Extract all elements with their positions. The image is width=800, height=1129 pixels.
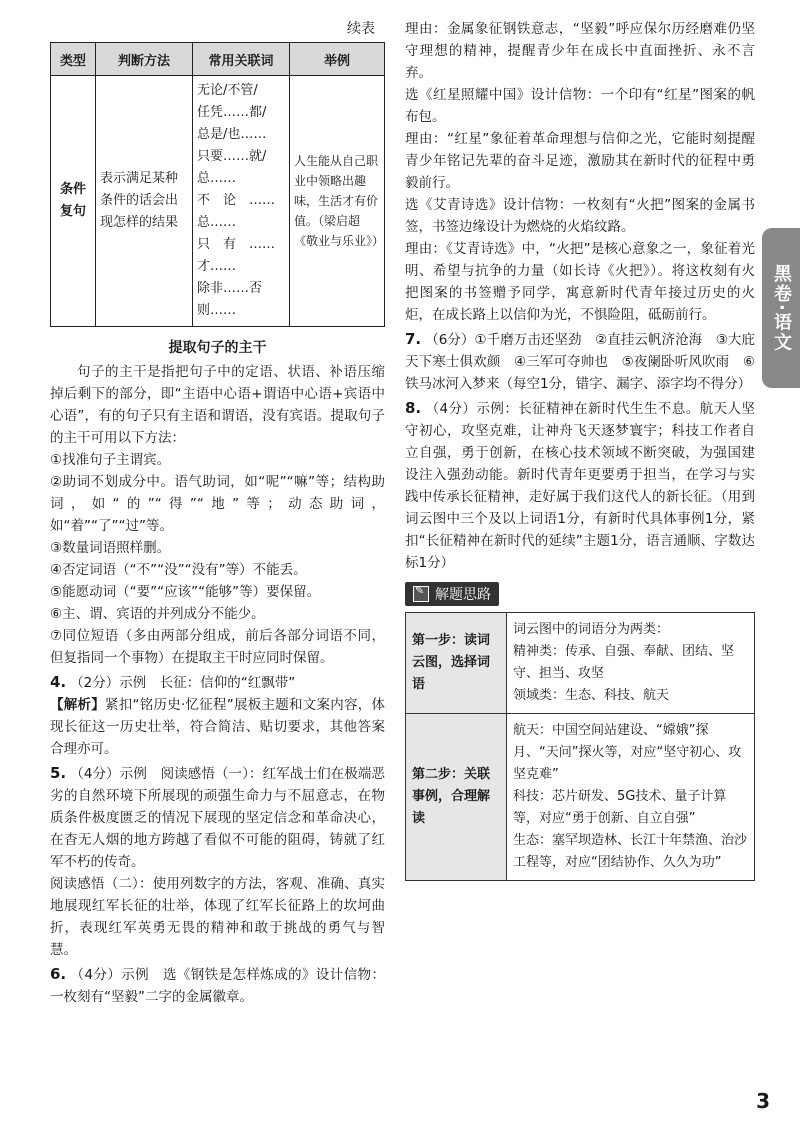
question-4: [50, 671, 385, 760]
section-title: 提取句子的主干: [168, 340, 267, 356]
answer-text: 选《艾青诗选》设计信物：一枚刻有“火把”图案的金属书签，书签边缘设计为燃烧的火焰纹路。: [405, 197, 755, 235]
question-number: 5.: [50, 764, 67, 782]
page-number: 3: [756, 1089, 770, 1113]
method-item: ⑦同位短语（多由两部分组成，前后各部分词语不同，但复指同一个事物）在提取主干时应同时保留。: [50, 628, 385, 666]
step-line: 领域类：生态、科技、航天: [513, 688, 670, 703]
question-number: 6.: [50, 965, 67, 983]
answer-text: 阅读感悟（二）：使用列数字的方法，客观、准确、真实地展现红军长征的壮举，体现了红军长征路上的坎坷曲折，表现红军英勇无畏的精神和敢于挑战的勇气与智慧。: [50, 876, 385, 958]
solution-table: [405, 612, 755, 881]
answer-text: 理由：金属象征钢铁意志，“坚毅”呼应保尔历经磨难仍坚守理想的精神，提醒青少年在成长中直面挫折、永不言弃。: [405, 21, 755, 81]
step-label: 第一步：读词云图，选择词语: [406, 613, 507, 714]
word-line: 总……: [197, 215, 237, 230]
question-5: [50, 762, 385, 961]
answer-text: （6分）①千磨万击还坚劲 ②直挂云帆济沧海 ③大庇天下寒士俱欢颜 ④三军可夺帅也 ⑤夜阑卧听风吹雨 ⑥铁马冰河入梦来（每空1分，错字、漏字、添字均不得分）: [405, 332, 755, 392]
analysis-tag: 【解析】: [50, 697, 105, 713]
word-line: 只要……就/: [197, 149, 267, 164]
conjunction-table: [50, 42, 385, 327]
method-item: ②助词不划成分中。语气助词，如“呢”“嘛”等；结构助词，如“的”“得”“地”等；动态助词，如“着”“了”“过”等。: [50, 474, 385, 534]
step-line: 词云图中的词语分为两类：: [513, 622, 670, 637]
question-6: [50, 963, 385, 1008]
word-line: 总……: [197, 171, 237, 186]
question-number: 7.: [405, 330, 422, 348]
question-8: [405, 397, 755, 574]
table-row: [406, 714, 755, 881]
step-line: 精神类：传承、自强、奉献、团结、坚守、担当、攻坚: [513, 644, 735, 681]
step-content: [507, 714, 755, 881]
step-line: 航天：中国空间站建设、“嫦娥”探月、“天问”探火等，对应“坚守初心、攻坚克难”: [513, 723, 742, 782]
answer-text: 理由：《艾青诗选》中，“火把”是核心意象之一，象征着光明、希望与抗争的力量（如长诗《火把》）。将这枚刻有火把图案的书签赠予同学，寓意新时代青年接过历史的火炬，在成长路上以信仰为光，不惧险阻，砥砺前行。: [405, 241, 755, 323]
answer-text: （2分）示例 长征：信仰的“红飘带”: [70, 675, 296, 691]
word-line: 无论/不管/: [197, 83, 258, 98]
word-line: 只 有 ……: [197, 237, 276, 252]
question-number: 4.: [50, 673, 67, 691]
cell-words: [193, 76, 290, 327]
solution-heading-label: 解题思路: [435, 587, 491, 603]
solution-heading: [405, 582, 499, 606]
step-line: 生态：塞罕坝造林、长江十年禁渔、治沙工程等，对应“团结协作、久久为功”: [513, 833, 748, 870]
answer-text: 理由：“红星”象征着革命理想与信仰之光，它能时刻提醒青少年铭记先辈的奋斗足迹，激励其在新时代的征程中勇毅前行。: [405, 131, 755, 191]
analysis-text: 紧扣“铭历史·忆征程”展板主题和文案内容，体现长征这一历史壮举，符合简洁、贴切要求，其他答案合理亦可。: [50, 697, 386, 757]
header-words: 常用关联词: [193, 43, 290, 76]
word-line: 除非……否: [197, 281, 263, 296]
answer-text: （4分）示例：长征精神在新时代生生不息。航天人坚守初心，攻坚克难，让神舟飞天逐梦寰宇；科技工作者自立自强，勇于创新，在核心技术领域不断突破，为强国建设注入强劲动能。新时代青年更要勇于担当，在学习与实践中传承长征精神，走好属于我们这代人的新长征。（用到词云图中三个及以上词语1分，有新时代具体事例1分，紧扣“长征精神在新时代的延续”主题1分，语言通顺、字数达标1分）: [405, 401, 755, 571]
step-content: [507, 613, 755, 714]
left-column: [50, 18, 385, 1008]
step-label: 第二步：关联事例，合理解读: [406, 714, 507, 881]
word-line: 总是/也……: [197, 127, 267, 142]
question-number: 8.: [405, 399, 422, 417]
method-item: ③数量词语照样删。: [50, 540, 171, 556]
header-method: 判断方法: [96, 43, 193, 76]
side-tab: 黑卷·语文: [762, 228, 800, 388]
cell-method: 表示满足某种条件的话会出现怎样的结果: [96, 76, 193, 327]
right-column: [405, 18, 755, 881]
step-line: 科技：芯片研发、5G技术、量子计算等，对应“勇于创新、自立自强”: [513, 789, 727, 826]
method-item: ⑤能愿动词（“要”“应该”“能够”等）要保留。: [50, 584, 321, 600]
answer-text: （4分）示例 选《钢铁是怎样炼成的》设计信物：一枚刻有“坚毅”二字的金属徽章。: [50, 967, 385, 1005]
pencil-icon: [413, 586, 429, 602]
header-example: 举例: [290, 43, 385, 76]
word-line: 才……: [197, 259, 237, 274]
answer-text: 选《红星照耀中国》设计信物：一个印有“红星”图案的帆布包。: [405, 87, 755, 125]
cell-example: 人生能从自己职业中领略出趣味，生活才有价值。（梁启超《敬业与乐业》）: [290, 76, 385, 327]
answer-text: （4分）示例 阅读感悟（一）：红军战士们在极端恶劣的自然环境下所展现的顽强生命力与不屈意志，在物质条件极度匮乏的情况下展现的坚定信念和革命决心，在杳无人烟的地方跨越了看似不可能的阻碍，铸就了红军不朽的传奇。: [50, 766, 385, 870]
method-item: ①找准句子主谓宾。: [50, 452, 171, 468]
method-item: ④否定词语（“不”“没”“没有”等）不能丢。: [50, 562, 307, 578]
word-line: 则……: [197, 303, 237, 318]
section-intro: 句子的主干是指把句子中的定语、状语、补语压缩掉后剩下的部分，即“主语中心语+谓语中心语+宾语中心语”，有的句子只有主语和谓语，没有宾语。提取句子的主干可用以下方法：: [50, 364, 385, 446]
table-row: [51, 76, 385, 327]
table-row: [406, 613, 755, 714]
question-7: [405, 328, 755, 395]
method-item: ⑥主、谓、宾语的并列成分不能少。: [50, 606, 265, 622]
word-line: 任凭……都/: [197, 105, 267, 120]
header-type: 类型: [51, 43, 96, 76]
table-continued-label: 续表: [347, 21, 375, 37]
table-header-row: [51, 43, 385, 76]
word-line: 不 论 ……: [197, 193, 276, 208]
cell-type: 条件复句: [51, 76, 96, 327]
